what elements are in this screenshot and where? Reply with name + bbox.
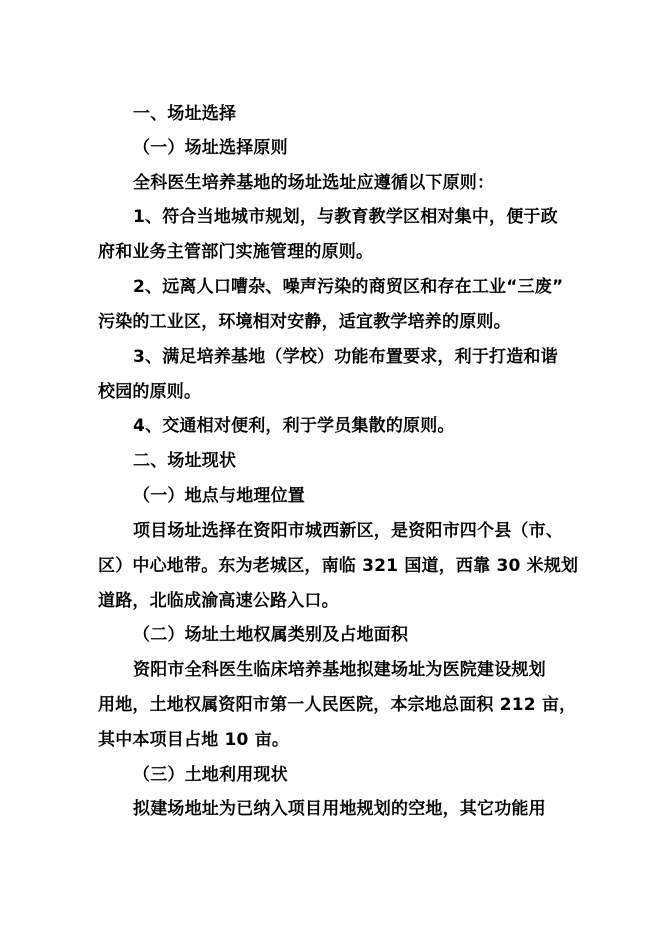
list-item-1-line-1: 1、符合当地城市规划，与教育教学区相对集中，便于政 — [133, 207, 558, 227]
heading-site-selection: 一、场址选择 — [133, 104, 237, 124]
paragraph-land-line-2: 用地，土地权属资阳市第一人民医院，本宗地总面积 212 亩， — [98, 695, 577, 715]
paragraph-location-line-2: 区）中心地带。东为老城区，南临 321 国道，西靠 30 米规划 — [98, 556, 579, 576]
subheading-location: （一）地点与地理位置 — [133, 486, 305, 506]
list-item-1-line-2: 府和业务主管部门实施管理的原则。 — [98, 242, 374, 262]
subheading-site-principles: （一）场址选择原则 — [133, 138, 288, 158]
subheading-land-ownership: （二）场址土地权属类别及占地面积 — [133, 625, 409, 645]
list-item-3-line-2: 校园的原则。 — [98, 382, 202, 402]
paragraph-line: 全科医生培养基地的场址选址应遵循以下原则： — [133, 173, 495, 193]
paragraph-land-line-3: 其中本项目占地 10 亩。 — [98, 730, 290, 750]
list-item-4: 4、交通相对便利，利于学员集散的原则。 — [133, 416, 455, 436]
paragraph-land-line-1: 资阳市全科医生临床培养基地拟建场址为医院建设规划 — [133, 660, 546, 680]
list-item-2-line-2: 污染的工业区，环境相对安静，适宜教学培养的原则。 — [98, 312, 511, 332]
paragraph-land-use-line-1: 拟建场地址为已纳入项目用地规划的空地，其它功能用 — [133, 799, 546, 819]
list-item-2-line-1: 2、远离人口嘈杂、噪声污染的商贸区和存在工业“三废” — [133, 277, 564, 297]
list-item-3-line-1: 3、满足培养基地（学校）功能布置要求，利于打造和谐 — [133, 347, 558, 367]
paragraph-location-line-3: 道路，北临成渝高速公路入口。 — [98, 591, 339, 611]
subheading-land-use: （三）土地利用现状 — [133, 765, 288, 785]
heading-site-status: 二、场址现状 — [133, 451, 237, 471]
paragraph-location-line-1: 项目场址选择在资阳市城西新区，是资阳市四个县（市、 — [133, 521, 563, 541]
